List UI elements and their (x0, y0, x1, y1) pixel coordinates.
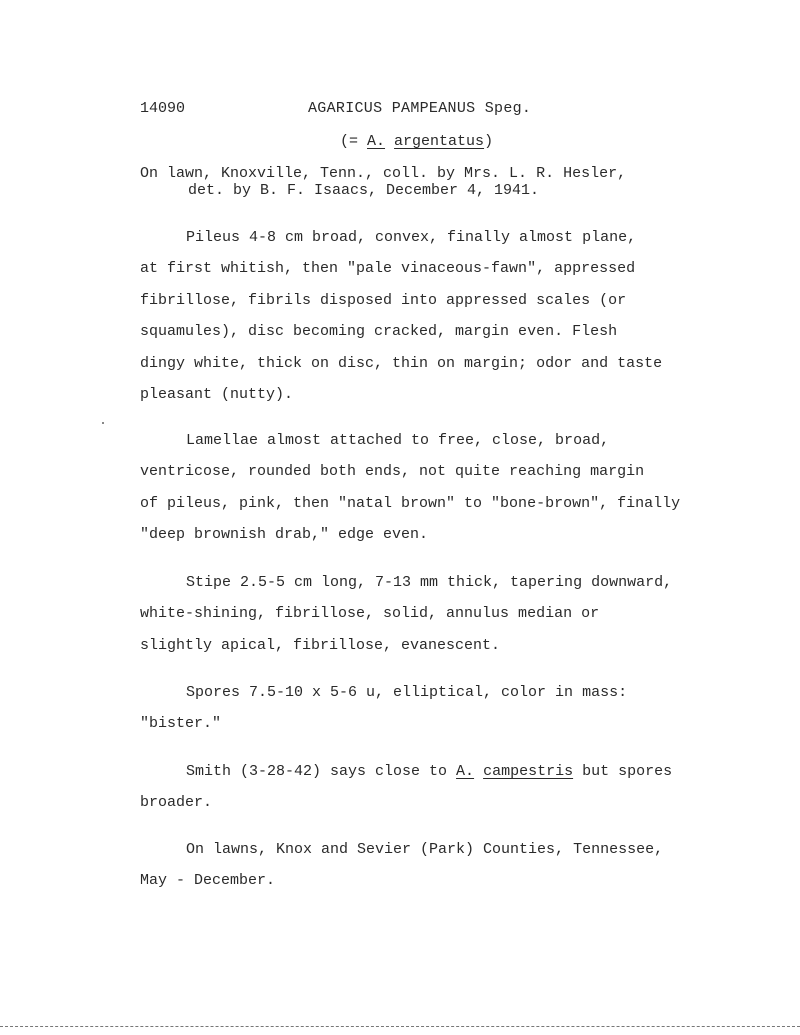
synonym-epithet: argentatus (394, 133, 485, 150)
paragraph-line: pleasant (nutty). (140, 386, 294, 404)
collection-line: On lawn, Knoxville, Tenn., coll. by Mrs. L. R. Hesler, (140, 165, 627, 182)
collection-line: det. by B. F. Isaacs, December 4, 1941. (188, 182, 540, 199)
collection-note (140, 165, 626, 199)
page-bottom-edge (0, 1026, 800, 1028)
smith-after: but spores (573, 763, 673, 780)
species-title: AGARICUS PAMPEANUS Speg. (308, 100, 532, 117)
smith-before: Smith (3-28-42) says close to (186, 763, 457, 780)
smith-paragraph (140, 756, 720, 819)
paragraph-line: slightly apical, fibrillose, evanescent. (140, 636, 501, 654)
synonym-close: ) (484, 133, 494, 150)
paragraph-line: Lamellae almost attached to free, close, broad, (186, 432, 610, 449)
specimen-number: 14090 (140, 100, 186, 117)
paragraph-line (140, 756, 720, 787)
paragraph-line: fibrillose, fibrils disposed into appressed scales (or (140, 291, 627, 309)
synonym-genus: A. (367, 133, 386, 150)
paragraph-line: broader. (140, 794, 213, 812)
paragraph-line: dingy white, thick on disc, thin on margin; odor and taste (140, 354, 663, 372)
smith-epithet: campestris (483, 763, 574, 780)
paragraph-line: On lawns, Knox and Sevier (Park) Counties, Tennessee, (186, 841, 664, 858)
paragraph-line: "bister." (140, 715, 222, 733)
paragraph-line: ventricose, rounded both ends, not quite reaching margin (140, 463, 645, 481)
lamellae-paragraph (140, 425, 720, 551)
paragraph-line: May - December. (140, 872, 276, 890)
habitat-paragraph (140, 834, 720, 897)
paragraph-line: at first whitish, then "pale vinaceous-fawn", appressed (140, 260, 636, 278)
paragraph-line: Stipe 2.5-5 cm long, 7-13 mm thick, tapering downward, (186, 574, 673, 591)
smith-genus: A. (456, 763, 475, 780)
pileus-paragraph (140, 222, 720, 410)
synonym-open: (= (340, 133, 368, 150)
paragraph-line: of pileus, pink, then "natal brown" to "bone-brown", finally (140, 494, 681, 512)
paragraph-line: squamules), disc becoming cracked, margin even. Flesh (140, 323, 618, 341)
stray-mark (102, 422, 104, 424)
stipe-paragraph (140, 567, 720, 661)
paragraph-line: "deep brownish drab," edge even. (140, 526, 429, 544)
paragraph-line: white-shining, fibrillose, solid, annulus median or (140, 605, 600, 623)
paragraph-line: Pileus 4-8 cm broad, convex, finally almost plane, (186, 229, 637, 246)
spores-paragraph (140, 677, 720, 740)
synonym-line (340, 133, 493, 150)
paragraph-line: Spores 7.5-10 x 5-6 u, elliptical, color in mass: (186, 684, 628, 701)
